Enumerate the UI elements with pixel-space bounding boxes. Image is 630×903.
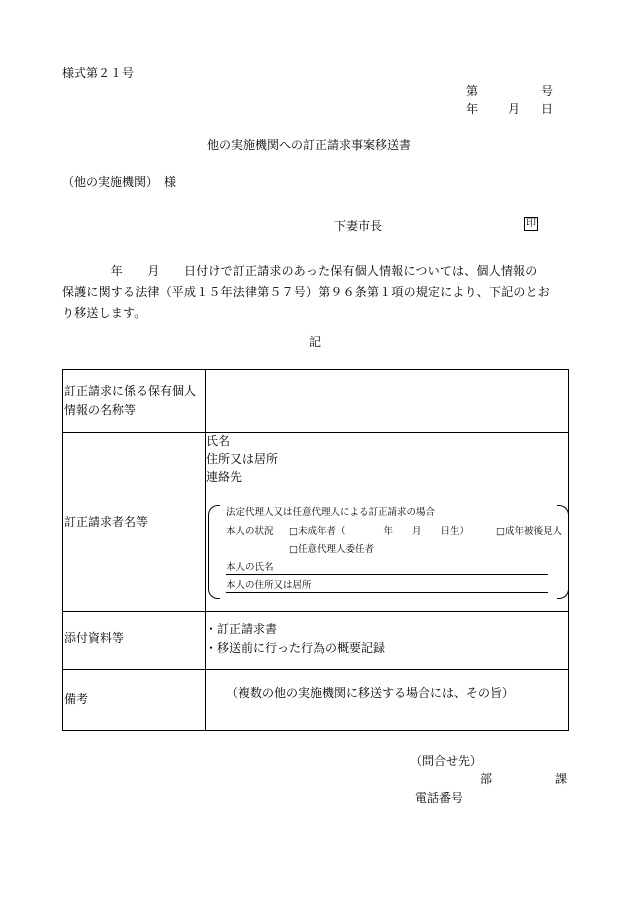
sender-name: 下妻市長 <box>334 219 383 233</box>
body-line-2: 保護に関する法律（平成１５年法律第５７号）第９６条第１項の規定により、下記のとお <box>62 285 551 299</box>
row2-label: 訂正請求者名等 <box>64 515 149 529</box>
agent-ward-checkbox: □成年被後見人 <box>496 526 562 537</box>
body-line-1: 年 月 日付けで訂正請求のあった保有個人情報については、個人情報の <box>62 264 538 278</box>
contact-phone-label: 電話番号 <box>415 791 464 805</box>
date-year-label: 年 <box>466 102 479 116</box>
row3-label: 添付資料等 <box>64 631 125 645</box>
form-number: 様式第２１号 <box>62 66 135 80</box>
attachment-item-2: ・移送前に行った行為の概要記録 <box>205 641 386 655</box>
addressee: （他の実施機関） 様 <box>62 175 177 189</box>
contact-section: 課 <box>555 772 568 786</box>
attachment-item-1: ・訂正請求書 <box>205 622 278 636</box>
agent-minor-checkbox: □未成年者（ 年 月 日生） <box>289 526 469 537</box>
agent-delegate-checkbox: □任意代理人委任者 <box>289 544 374 555</box>
table-divider-vertical <box>205 370 206 730</box>
agent-person-address: 本人の住所又は居所 <box>226 580 312 591</box>
agent-name-underline <box>226 574 548 575</box>
ki-label: 記 <box>309 335 322 349</box>
requester-contact-label: 連絡先 <box>206 470 243 484</box>
requester-name-label: 氏名 <box>206 434 231 448</box>
table-divider-1 <box>63 432 568 433</box>
number-label-dai: 第 <box>466 84 479 98</box>
body-line-3: り移送します。 <box>62 306 147 320</box>
body-paragraph <box>62 261 570 324</box>
document-title: 他の実施機関への訂正請求事案移送書 <box>207 138 412 152</box>
remarks-note: （複数の他の実施機関に移送する場合には、その旨） <box>226 686 515 700</box>
requester-address-label: 住所又は居所 <box>206 452 279 466</box>
number-label-go: 号 <box>541 84 554 98</box>
agent-box-right-bracket <box>557 505 569 599</box>
agent-person-name: 本人の氏名 <box>226 562 274 573</box>
table-divider-2 <box>63 611 568 612</box>
row1-label-line-2: 情報の名称等 <box>64 403 137 417</box>
agent-box-title: 法定代理人又は任意代理人による訂正請求の場合 <box>226 507 436 518</box>
row4-label: 備考 <box>64 692 89 706</box>
row1-label-line-1: 訂正請求に係る保有個人 <box>64 384 197 398</box>
date-month-label: 月 <box>508 102 521 116</box>
agent-address-underline <box>226 592 548 593</box>
seal-mark: 印 <box>526 218 536 229</box>
agent-status-label: 本人の状況 <box>226 526 274 537</box>
contact-dept: 部 <box>480 772 493 786</box>
agent-box-left-bracket <box>208 505 220 599</box>
date-day-label: 日 <box>541 102 554 116</box>
table-divider-3 <box>63 669 568 670</box>
contact-heading: （問合せ先） <box>410 754 483 768</box>
